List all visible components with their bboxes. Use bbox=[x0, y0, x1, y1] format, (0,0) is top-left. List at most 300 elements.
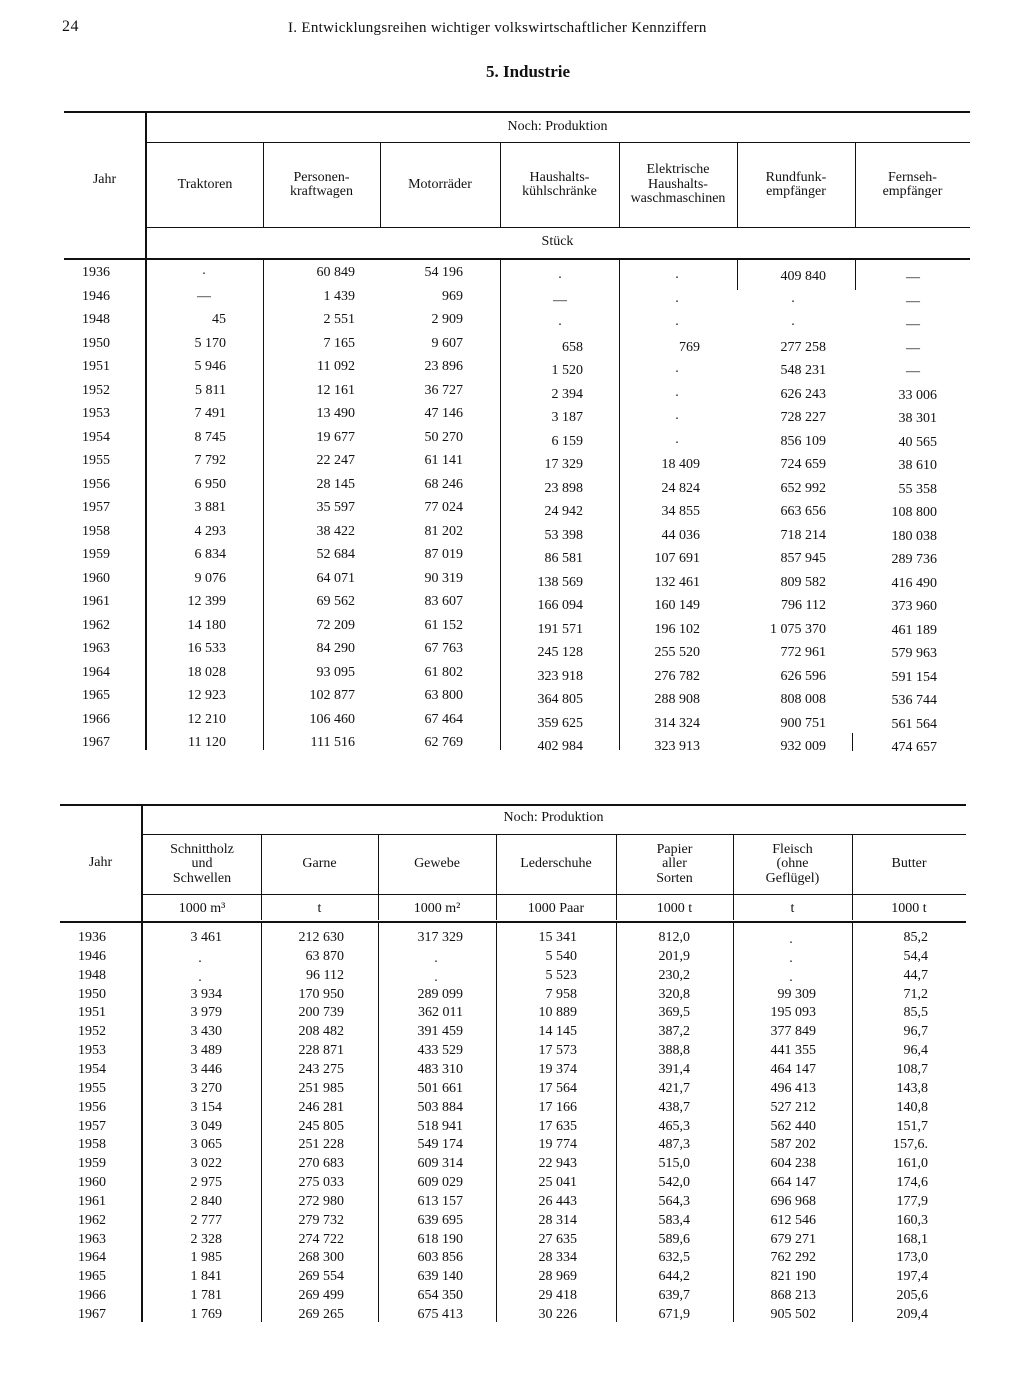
table-cell: 724 659 bbox=[780, 457, 826, 472]
table-cell: 609 314 bbox=[417, 1156, 463, 1172]
year-cell: 1946 bbox=[78, 948, 106, 964]
table-cell: 11 120 bbox=[188, 735, 226, 750]
table-cell: 168,1 bbox=[896, 1231, 928, 1247]
table-cell: 5 540 bbox=[545, 948, 577, 964]
table-cell: 5 523 bbox=[545, 967, 577, 983]
year-cell: 1958 bbox=[78, 1137, 106, 1153]
year-cell: 1959 bbox=[78, 1156, 106, 1172]
table-cell: 812,0 bbox=[658, 930, 690, 945]
table-cell: 604 238 bbox=[770, 1156, 816, 1172]
year-cell: 1958 bbox=[82, 523, 110, 539]
table-cell: 639 695 bbox=[417, 1212, 463, 1228]
table-cell: 11 092 bbox=[317, 359, 355, 374]
table-cell: 1 841 bbox=[190, 1269, 222, 1285]
table-cell: 416 490 bbox=[891, 575, 937, 591]
table-cell: 166 094 bbox=[537, 598, 583, 613]
table-cell: 664 147 bbox=[770, 1175, 816, 1191]
table-cell: 900 751 bbox=[780, 715, 826, 731]
table-cell: 671,9 bbox=[658, 1307, 690, 1322]
table-cell: 438,7 bbox=[658, 1099, 690, 1115]
table-cell: 549 174 bbox=[417, 1137, 463, 1153]
table-cell: 22 943 bbox=[538, 1156, 577, 1172]
table-cell: 275 033 bbox=[298, 1175, 344, 1191]
table-cell: 3 979 bbox=[190, 1005, 222, 1021]
table-cell: . bbox=[675, 431, 679, 447]
year-cell: 1950 bbox=[78, 986, 106, 1002]
column-header: Lederschuhe bbox=[520, 856, 592, 872]
table-cell: 3 489 bbox=[190, 1043, 222, 1059]
table-cell: 3 446 bbox=[190, 1061, 222, 1077]
table-cell: 77 024 bbox=[424, 500, 463, 515]
table-cell: . bbox=[675, 408, 679, 423]
table-cell: 28 969 bbox=[538, 1269, 577, 1285]
table-cell: 251 228 bbox=[298, 1137, 344, 1153]
table-cell: 83 607 bbox=[424, 594, 463, 609]
column-header: Rundfunk- empfänger bbox=[765, 169, 827, 199]
table-cell: 12 161 bbox=[316, 382, 355, 398]
table-cell: 465,3 bbox=[658, 1118, 690, 1134]
table-cell: 654 350 bbox=[417, 1288, 463, 1304]
table-cell: 289 099 bbox=[417, 986, 463, 1002]
table-cell: 246 281 bbox=[298, 1099, 344, 1115]
table-cell: 269 265 bbox=[298, 1307, 344, 1322]
table-cell: 496 413 bbox=[770, 1080, 816, 1096]
table-cell: 561 564 bbox=[891, 716, 937, 732]
table-cell: 38 301 bbox=[898, 411, 937, 426]
table-cell: 609 029 bbox=[417, 1175, 463, 1191]
table-cell: 5 811 bbox=[195, 382, 226, 398]
table-cell: — bbox=[906, 293, 920, 309]
table-cell: 796 112 bbox=[781, 598, 826, 613]
table-cell: 16 533 bbox=[187, 641, 226, 656]
table-cell: 269 554 bbox=[298, 1269, 344, 1285]
table-cell: 501 661 bbox=[417, 1080, 463, 1096]
table-cell: 932 009 bbox=[780, 739, 826, 754]
table-cell: 9 607 bbox=[431, 335, 463, 351]
table-cell: 102 877 bbox=[309, 688, 355, 703]
table-cell: 151,7 bbox=[896, 1118, 928, 1134]
table-cell: 639 140 bbox=[417, 1269, 463, 1285]
table-cell: . bbox=[675, 267, 679, 282]
table-cell: . bbox=[789, 950, 793, 966]
table-cell: 461 189 bbox=[891, 622, 937, 638]
table-cell: 548 231 bbox=[780, 363, 826, 378]
table-cell: 170 950 bbox=[298, 986, 344, 1002]
table-cell: 277 258 bbox=[780, 339, 826, 355]
year-cell: 1952 bbox=[78, 1024, 106, 1040]
table-cell: 9 076 bbox=[194, 570, 226, 586]
year-cell: 1951 bbox=[78, 1005, 106, 1021]
table-cell: 24 824 bbox=[661, 480, 700, 496]
table-cell: 17 166 bbox=[538, 1099, 577, 1115]
year-cell: 1966 bbox=[78, 1288, 106, 1304]
table-cell: 503 884 bbox=[417, 1099, 463, 1115]
table-cell: 72 209 bbox=[316, 617, 355, 633]
table-cell: 2 975 bbox=[190, 1175, 222, 1191]
table-cell: 47 146 bbox=[424, 406, 463, 421]
table-cell: 209,4 bbox=[896, 1307, 928, 1322]
table-cell: — bbox=[553, 292, 567, 308]
table-cell: . bbox=[202, 263, 206, 278]
table-cell: 772 961 bbox=[780, 645, 826, 660]
table-cell: 536 744 bbox=[891, 693, 937, 708]
table-cell: 28 145 bbox=[316, 476, 355, 492]
table-cell: 44 036 bbox=[661, 527, 700, 543]
table-cell: 17 573 bbox=[538, 1043, 577, 1059]
page-number: 24 bbox=[62, 18, 79, 35]
year-header: Jahr bbox=[92, 171, 117, 187]
table-cell: 69 562 bbox=[316, 594, 355, 609]
table-cell: 323 913 bbox=[654, 739, 700, 754]
table-cell: 111 516 bbox=[310, 735, 355, 750]
table-cell: 613 157 bbox=[417, 1193, 463, 1209]
table-cell: 201,9 bbox=[658, 948, 690, 964]
table-cell: 19 677 bbox=[316, 429, 355, 445]
table-cell: 251 985 bbox=[298, 1080, 344, 1096]
unit-label: t bbox=[790, 900, 795, 916]
table-cell: 663 656 bbox=[780, 504, 826, 519]
table-cell: 33 006 bbox=[898, 387, 937, 403]
table-cell: 268 300 bbox=[298, 1250, 344, 1266]
column-header: Garne bbox=[302, 856, 337, 872]
table-cell: 63 870 bbox=[305, 948, 344, 964]
table-cell: 12 399 bbox=[187, 594, 226, 609]
table-cell: 140,8 bbox=[896, 1099, 928, 1115]
table-cell: 28 334 bbox=[538, 1250, 577, 1266]
column-header: Fernseh- empfänger bbox=[882, 169, 943, 199]
table-cell: 274 722 bbox=[298, 1231, 344, 1247]
table-cell: 276 782 bbox=[654, 668, 700, 684]
table-cell: 409 840 bbox=[780, 269, 826, 284]
table-cell: 718 214 bbox=[780, 527, 826, 543]
year-cell: 1946 bbox=[82, 288, 110, 304]
table-cell: 441 355 bbox=[770, 1043, 816, 1059]
table-cell: 7 165 bbox=[323, 335, 355, 351]
year-cell: 1964 bbox=[82, 664, 110, 680]
table-cell: 652 992 bbox=[780, 480, 826, 496]
table-cell: 108 800 bbox=[891, 505, 937, 520]
table-cell: . bbox=[434, 969, 438, 985]
table-cell: 868 213 bbox=[770, 1288, 816, 1304]
column-header: Schnittholz und Schwellen bbox=[170, 841, 234, 886]
group-header: Noch: Produktion bbox=[503, 809, 604, 825]
table-cell: 377 849 bbox=[770, 1024, 816, 1040]
year-cell: 1960 bbox=[82, 570, 110, 586]
table-cell: 391 459 bbox=[417, 1024, 463, 1040]
column-header: Personen- kraftwagen bbox=[290, 169, 353, 199]
table-cell: 639,7 bbox=[658, 1288, 690, 1304]
column-header: Gewebe bbox=[414, 856, 460, 872]
table-cell: 243 275 bbox=[298, 1061, 344, 1077]
table-cell: 28 314 bbox=[538, 1212, 577, 1228]
table-cell: 200 739 bbox=[298, 1005, 344, 1021]
table-cell: 173,0 bbox=[896, 1250, 928, 1266]
table-cell: 38 610 bbox=[898, 458, 937, 473]
table-cell: 85,2 bbox=[903, 930, 928, 945]
year-cell: 1957 bbox=[78, 1118, 106, 1134]
table-cell: 177,9 bbox=[896, 1193, 928, 1209]
table-cell: . bbox=[675, 314, 679, 329]
table-cell: 84 290 bbox=[316, 641, 355, 656]
table-cell: 323 918 bbox=[537, 668, 583, 684]
table-cell: 2 328 bbox=[190, 1231, 222, 1247]
unit-label: 1000 Paar bbox=[527, 900, 585, 916]
table-cell: 272 980 bbox=[298, 1193, 344, 1209]
table-cell: 542,0 bbox=[658, 1175, 690, 1191]
year-header: Jahr bbox=[88, 854, 113, 870]
table-cell: 108,7 bbox=[896, 1061, 928, 1077]
table-cell: 391,4 bbox=[658, 1061, 690, 1077]
table-cell: 320,8 bbox=[658, 986, 690, 1002]
table-cell: . bbox=[675, 361, 679, 376]
table-cell: 64 071 bbox=[316, 570, 355, 586]
table-cell: 696 968 bbox=[770, 1193, 816, 1209]
table-cell: 197,4 bbox=[896, 1269, 928, 1285]
table-cell: 3 430 bbox=[190, 1024, 222, 1040]
table-cell: 603 856 bbox=[417, 1250, 463, 1266]
year-cell: 1953 bbox=[78, 1043, 106, 1059]
table-cell: 18 409 bbox=[661, 457, 700, 472]
table-cell: 212 630 bbox=[298, 930, 344, 945]
table-cell: 487,3 bbox=[658, 1137, 690, 1153]
unit-label: 1000 m² bbox=[413, 900, 461, 916]
table-cell: 1 781 bbox=[190, 1288, 222, 1304]
table-cell: 3 065 bbox=[190, 1137, 222, 1153]
table-cell: . bbox=[791, 314, 795, 329]
table-cell: 3 187 bbox=[551, 410, 583, 425]
year-cell: 1967 bbox=[78, 1307, 106, 1322]
table-cell: 7 792 bbox=[194, 453, 226, 468]
table-cell: 107 691 bbox=[654, 551, 700, 566]
table-cell: 53 398 bbox=[544, 527, 583, 543]
unit-label: 1000 t bbox=[891, 900, 927, 916]
column-header: Papier aller Sorten bbox=[656, 841, 693, 886]
table-cell: . bbox=[198, 969, 202, 985]
table-cell: 245 805 bbox=[298, 1118, 344, 1134]
table-cell: 359 625 bbox=[537, 715, 583, 731]
table-cell: 26 443 bbox=[538, 1193, 577, 1209]
table-cell: 22 247 bbox=[316, 453, 355, 468]
column-header: Haushalts- kühlschränke bbox=[522, 169, 597, 199]
year-cell: 1936 bbox=[78, 930, 106, 945]
table-cell: 857 945 bbox=[780, 551, 826, 566]
table-rule-top bbox=[60, 804, 966, 806]
table-cell: 626 596 bbox=[780, 668, 826, 684]
table-cell: — bbox=[906, 340, 920, 356]
table-cell: 14 145 bbox=[538, 1024, 577, 1040]
year-cell: 1951 bbox=[82, 359, 110, 374]
year-cell: 1936 bbox=[82, 265, 110, 280]
table-cell: 583,4 bbox=[658, 1212, 690, 1228]
table-cell: 90 319 bbox=[424, 570, 463, 586]
group-header-rule bbox=[141, 834, 966, 835]
table-cell: 589,6 bbox=[658, 1231, 690, 1247]
table-cell: 1 769 bbox=[190, 1307, 222, 1322]
table-cell: 196 102 bbox=[654, 621, 700, 637]
table-cell: 23 896 bbox=[424, 359, 463, 374]
table-cell: 23 898 bbox=[544, 480, 583, 496]
table-cell: 289 736 bbox=[891, 552, 937, 567]
table-cell: 288 908 bbox=[654, 692, 700, 707]
table-cell: 4 293 bbox=[194, 523, 226, 539]
table-cell: 644,2 bbox=[658, 1269, 690, 1285]
unit-label: t bbox=[317, 900, 322, 916]
year-cell: 1956 bbox=[82, 476, 110, 492]
table-cell: 36 727 bbox=[424, 382, 463, 398]
table-cell: 54,4 bbox=[903, 948, 928, 964]
table-cell: 180 038 bbox=[891, 528, 937, 544]
year-cell: 1948 bbox=[82, 312, 110, 327]
table-cell: 675 413 bbox=[417, 1307, 463, 1322]
table-cell: 2 777 bbox=[190, 1212, 222, 1228]
table-cell: 52 684 bbox=[316, 547, 355, 562]
table-cell: 373 960 bbox=[891, 599, 937, 614]
header-bottom-rule bbox=[60, 921, 966, 923]
year-cell: 1965 bbox=[82, 688, 110, 703]
table-cell: 13 490 bbox=[316, 406, 355, 421]
table-cell: 12 210 bbox=[187, 711, 226, 727]
column-header: Elektrische Haushalts- waschmaschinen bbox=[630, 162, 726, 207]
table-cell: 762 292 bbox=[770, 1250, 816, 1266]
table-cell: 564,3 bbox=[658, 1193, 690, 1209]
table-cell: 17 329 bbox=[544, 457, 583, 472]
table-cell: 35 597 bbox=[316, 500, 355, 515]
year-cell: 1948 bbox=[78, 967, 106, 983]
table-cell: 93 095 bbox=[316, 664, 355, 680]
table-cell: 421,7 bbox=[658, 1080, 690, 1096]
year-cell: 1961 bbox=[78, 1193, 106, 1209]
table-cell: 2 551 bbox=[323, 312, 355, 327]
table-cell: 3 270 bbox=[190, 1080, 222, 1096]
table-cell: . bbox=[198, 950, 202, 966]
table-cell: 60 849 bbox=[316, 265, 355, 280]
table-cell: 809 582 bbox=[780, 574, 826, 590]
table-cell: . bbox=[675, 290, 679, 306]
unit-label: 1000 m³ bbox=[178, 900, 226, 916]
table-cell: 2 394 bbox=[551, 386, 583, 402]
column-header: Fleisch (ohne Geflügel) bbox=[765, 841, 820, 886]
table-cell: 270 683 bbox=[298, 1156, 344, 1172]
table-cell: 17 564 bbox=[538, 1080, 577, 1096]
table-cell: 138 569 bbox=[537, 574, 583, 590]
table-cell: . bbox=[789, 932, 793, 947]
table-cell: 85,5 bbox=[903, 1005, 928, 1021]
year-cell: 1963 bbox=[78, 1231, 106, 1247]
table-cell: 106 460 bbox=[309, 711, 355, 727]
table-cell: 14 180 bbox=[187, 617, 226, 633]
table-cell: 2 909 bbox=[431, 312, 463, 327]
table-cell: 591 154 bbox=[891, 669, 937, 685]
table-cell: — bbox=[906, 364, 920, 379]
year-cell: 1967 bbox=[82, 735, 110, 750]
table-cell: 5 170 bbox=[194, 335, 226, 351]
table-cell: 562 440 bbox=[770, 1118, 816, 1134]
table-cell: 8 745 bbox=[194, 429, 226, 445]
table-cell: — bbox=[197, 288, 211, 304]
table-cell: 402 984 bbox=[537, 739, 583, 754]
year-cell: 1964 bbox=[78, 1250, 106, 1266]
table-cell: 87 019 bbox=[424, 547, 463, 562]
table-cell: 2 840 bbox=[190, 1193, 222, 1209]
table-cell: 34 855 bbox=[661, 504, 700, 519]
header-bottom-rule bbox=[64, 258, 970, 260]
table-cell: 728 227 bbox=[780, 410, 826, 425]
table-cell: 45 bbox=[212, 312, 226, 327]
table-cell: 96,4 bbox=[903, 1043, 928, 1059]
table-cell: 515,0 bbox=[658, 1156, 690, 1172]
table-cell: 364 805 bbox=[537, 692, 583, 707]
table-cell: 61 141 bbox=[424, 453, 463, 468]
section-title: 5. Industrie bbox=[485, 62, 571, 81]
table-cell: 86 581 bbox=[544, 551, 583, 566]
table-cell: 3 049 bbox=[190, 1118, 222, 1134]
table-cell: 67 763 bbox=[424, 641, 463, 656]
year-cell: 1955 bbox=[82, 453, 110, 468]
table-cell: 3 022 bbox=[190, 1156, 222, 1172]
table-cell: 279 732 bbox=[298, 1212, 344, 1228]
table-cell: 55 358 bbox=[898, 481, 937, 497]
table-cell: 1 985 bbox=[190, 1250, 222, 1266]
table-cell: 618 190 bbox=[417, 1231, 463, 1247]
year-cell: 1962 bbox=[78, 1212, 106, 1228]
table-cell: 362 011 bbox=[418, 1005, 463, 1021]
table-cell: 856 109 bbox=[780, 433, 826, 449]
table-cell: 518 941 bbox=[417, 1118, 463, 1134]
table-cell: 387,2 bbox=[658, 1024, 690, 1040]
table-cell: 1 520 bbox=[551, 363, 583, 378]
table-cell: 10 889 bbox=[538, 1005, 577, 1021]
table-cell: 228 871 bbox=[298, 1043, 344, 1059]
table-cell: 61 802 bbox=[424, 664, 463, 680]
table-cell: 369,5 bbox=[658, 1005, 690, 1021]
table-cell: 626 243 bbox=[780, 386, 826, 402]
year-cell: 1955 bbox=[78, 1080, 106, 1096]
running-head: I. Entwicklungsreihen wichtiger volkswirtschaftlicher Kennziffern bbox=[288, 20, 707, 36]
group-header: Noch: Produktion bbox=[507, 118, 608, 134]
table-cell: 38 422 bbox=[316, 523, 355, 539]
table-cell: 27 635 bbox=[538, 1231, 577, 1247]
table-cell: 67 464 bbox=[424, 711, 463, 727]
table-cell: 24 942 bbox=[544, 504, 583, 519]
table-cell: 464 147 bbox=[770, 1061, 816, 1077]
table-cell: 25 041 bbox=[538, 1175, 577, 1191]
table-cell: . bbox=[789, 969, 793, 985]
table-cell: 7 491 bbox=[194, 406, 226, 421]
table-cell: 769 bbox=[679, 339, 700, 355]
table-cell: 18 028 bbox=[187, 664, 226, 680]
table-cell: 579 963 bbox=[891, 646, 937, 661]
table-cell: 50 270 bbox=[424, 429, 463, 445]
year-cell: 1965 bbox=[78, 1269, 106, 1285]
columns-rule bbox=[141, 894, 966, 895]
year-cell: 1954 bbox=[82, 429, 110, 445]
table-cell: 5 946 bbox=[194, 359, 226, 374]
table-cell: 314 324 bbox=[654, 715, 700, 731]
unit-label: 1000 t bbox=[656, 900, 693, 916]
table-cell: 174,6 bbox=[896, 1175, 928, 1191]
table-cell: 6 834 bbox=[194, 547, 226, 562]
year-cell: 1961 bbox=[82, 594, 110, 609]
unit-label: Stück bbox=[541, 233, 574, 249]
year-cell: 1962 bbox=[82, 617, 110, 633]
table-cell: 527 212 bbox=[770, 1099, 816, 1115]
table-cell: 81 202 bbox=[424, 523, 463, 539]
table-cell: 161,0 bbox=[896, 1156, 928, 1172]
table-cell: 433 529 bbox=[417, 1043, 463, 1059]
table-cell: 61 152 bbox=[424, 617, 463, 633]
table-cell: . bbox=[558, 267, 562, 282]
table-cell: 483 310 bbox=[417, 1061, 463, 1077]
